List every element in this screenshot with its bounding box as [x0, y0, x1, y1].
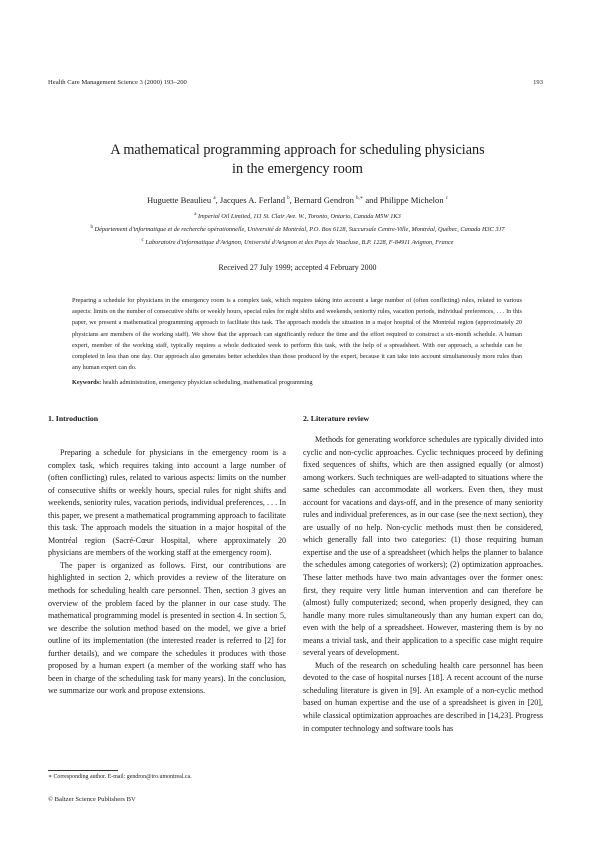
author-name: Huguette Beaulieu — [146, 195, 212, 205]
footnote: ∗ Corresponding author. E-mail: gendron@iro.umontreal.ca. — [48, 774, 192, 780]
keywords — [72, 379, 532, 386]
author-separator: , — [289, 195, 294, 205]
received-dates: Received 27 July 1999; accepted 4 February 2000 — [218, 263, 377, 272]
column-right — [303, 434, 543, 735]
author-name: Philippe Michelon — [379, 195, 444, 205]
keywords-label: Keywords: — [72, 379, 102, 386]
affiliations — [60, 210, 535, 248]
paragraph: Methods for generating workforce schedules are typically divided into cyclic and non-cyclic approaches. Cyclic techniques proceed by defining fixed sequences of shifts, which are then assigned equally (or almost) among workers. Such techniques are well-adapted to situations where the same schedules can accommodate all workers. Even then, they must account for vacations and days-off, and in the presence of many seniority rules and individual preferences, as in our case (see the next section), they are usually of no help. Non-cyclic methods must then be considered, which generally fall into two categories: (1) those requiring human expertise and the use of a spreadsheet (which helps the planner to balance the schedules among categories of workers); (2) optimization approaches. These latter methods have two main advantages over the former ones: first, they require very little human intervention and can therefore be (almost) fully computerized; second, when properly designed, they can handle many more rules simultaneously than any human expert can do, even with the help of a spreadsheet. However, mastering them is by no means a trivial task, and their application to a specific case might require several years of development. — [303, 435, 543, 658]
affiliation-text: Laboratoire d'informatique d'Avignon, Université d'Avignon et des Pays de Vaucluse, B.P. 1228, F-84911 Avignon, France — [145, 238, 454, 246]
affiliation-mark: b — [90, 224, 93, 230]
author-name: Jacques A. Ferland — [219, 195, 286, 205]
column-left — [48, 447, 286, 698]
section-heading-literature-review: 2. Literature review — [303, 414, 370, 423]
author-list — [40, 195, 555, 205]
keywords-text: health administration, emergency physician scheduling, mathematical programming — [101, 379, 313, 386]
title-line-2: in the emergency room — [232, 161, 363, 177]
affiliation-mark: c — [141, 237, 144, 243]
abstract: Preparing a schedule for physicians in the emergency room is a complex task, which requires taking into account a large number of (often conflicting) rules, related to various aspects: limits on the number of consecutive shifts or weekly hours, special rules for night shifts and weekends, seniority rules, vacation periods, individual preferences, . . . In this paper, we present a mathematical programming approach to facilitate this task. The approach models the situation in a major hospital of the Montréal region (approximately 20 physicians are members of the working staff). We show that the approach can significantly reduce the time and the effort required to construct a six-month schedule. A human expert, member of the working staff, typically requires a whole dedicated week to perform this task, with the help of a spreadsheet. With our approach, a schedule can be completed in less than one day. Our approach also generates better schedules than those produced by the expert, because it can take into account simultaneously more rules than any human expert can do. — [72, 297, 522, 372]
paragraph: Preparing a schedule for physicians in the emergency room is a complex task, which requires taking into account a large number of (often conflicting) rules, related to various aspects: limits on the number of consecutive shifts or weekly hours, special rules for night shifts and weekends, seniority rules, vacation periods, individual preferences, . . . In this paper, we present a mathematical programming approach to facilitate this task. The approach models the situation in a major hospital of the Montréal region (Sacré-Cœur Hospital, where approximately 20 physicians are members of the working staff at the emergency room). — [48, 448, 286, 558]
page-number: 193 — [533, 79, 543, 86]
author-mark: b — [287, 196, 290, 202]
affiliation-text: Département d'informatique et de recherche opérationnelle, Université de Montréal, P.O. Box 6128, Succursale Centre-Ville, Montréal, Québec, Canada H3C 3J7 — [94, 225, 505, 233]
paragraph: The paper is organized as follows. First, our contributions are highlighted in section 2, which provides a review of the literature on methods for scheduling health care personnel. Then, section 3 gives an overview of the problem faced by the planner in our case study. The mathematical programming model is presented in section 4. In section 5, we describe the solution method based on the model, we give a brief outline of its implementation (the interested reader is referred to [2] for further details), and we compare the schedules it produces with those proposed by a human expert (a member of the working staff who has been in charge of the scheduling task for many years). In the conclusion, we summarize our work and propose extensions. — [48, 560, 286, 696]
paragraph: Much of the research on scheduling health care personnel has been devoted to the case of hospital nurses [18]. A recent account of the nurse scheduling literature is given in [9]. An example of a non-cyclic method based on human expertise and the use of a spreadsheet is given in [20], while classical optimization approaches are described in [14,23]. Progress in computer technology and software tools has — [303, 660, 543, 733]
affiliation-a — [60, 210, 535, 223]
title-line-1: A mathematical programming approach for scheduling physicians — [110, 142, 485, 158]
copyright: © Baltzer Science Publishers BV — [48, 796, 136, 803]
author-separator: , — [215, 195, 220, 205]
author-mark: a — [213, 196, 216, 202]
author-mark: b,∗ — [356, 196, 364, 202]
affiliation-c — [60, 236, 535, 249]
author-mark: c — [445, 196, 449, 202]
journal-header: Health Care Management Science 3 (2000) 193–200 — [48, 79, 187, 86]
affiliation-mark: a — [194, 212, 197, 217]
section-heading-introduction: 1. Introduction — [48, 414, 99, 423]
author-name: Bernard Gendron — [293, 195, 354, 205]
footnote-divider — [48, 770, 118, 771]
author-separator: and — [363, 195, 380, 205]
affiliation-b — [60, 223, 535, 236]
affiliation-text: Imperial Oil Limited, 111 St. Clair Ave. W., Toronto, Ontario, Canada M5W 1K3 — [198, 213, 401, 221]
paper-title — [60, 141, 535, 179]
